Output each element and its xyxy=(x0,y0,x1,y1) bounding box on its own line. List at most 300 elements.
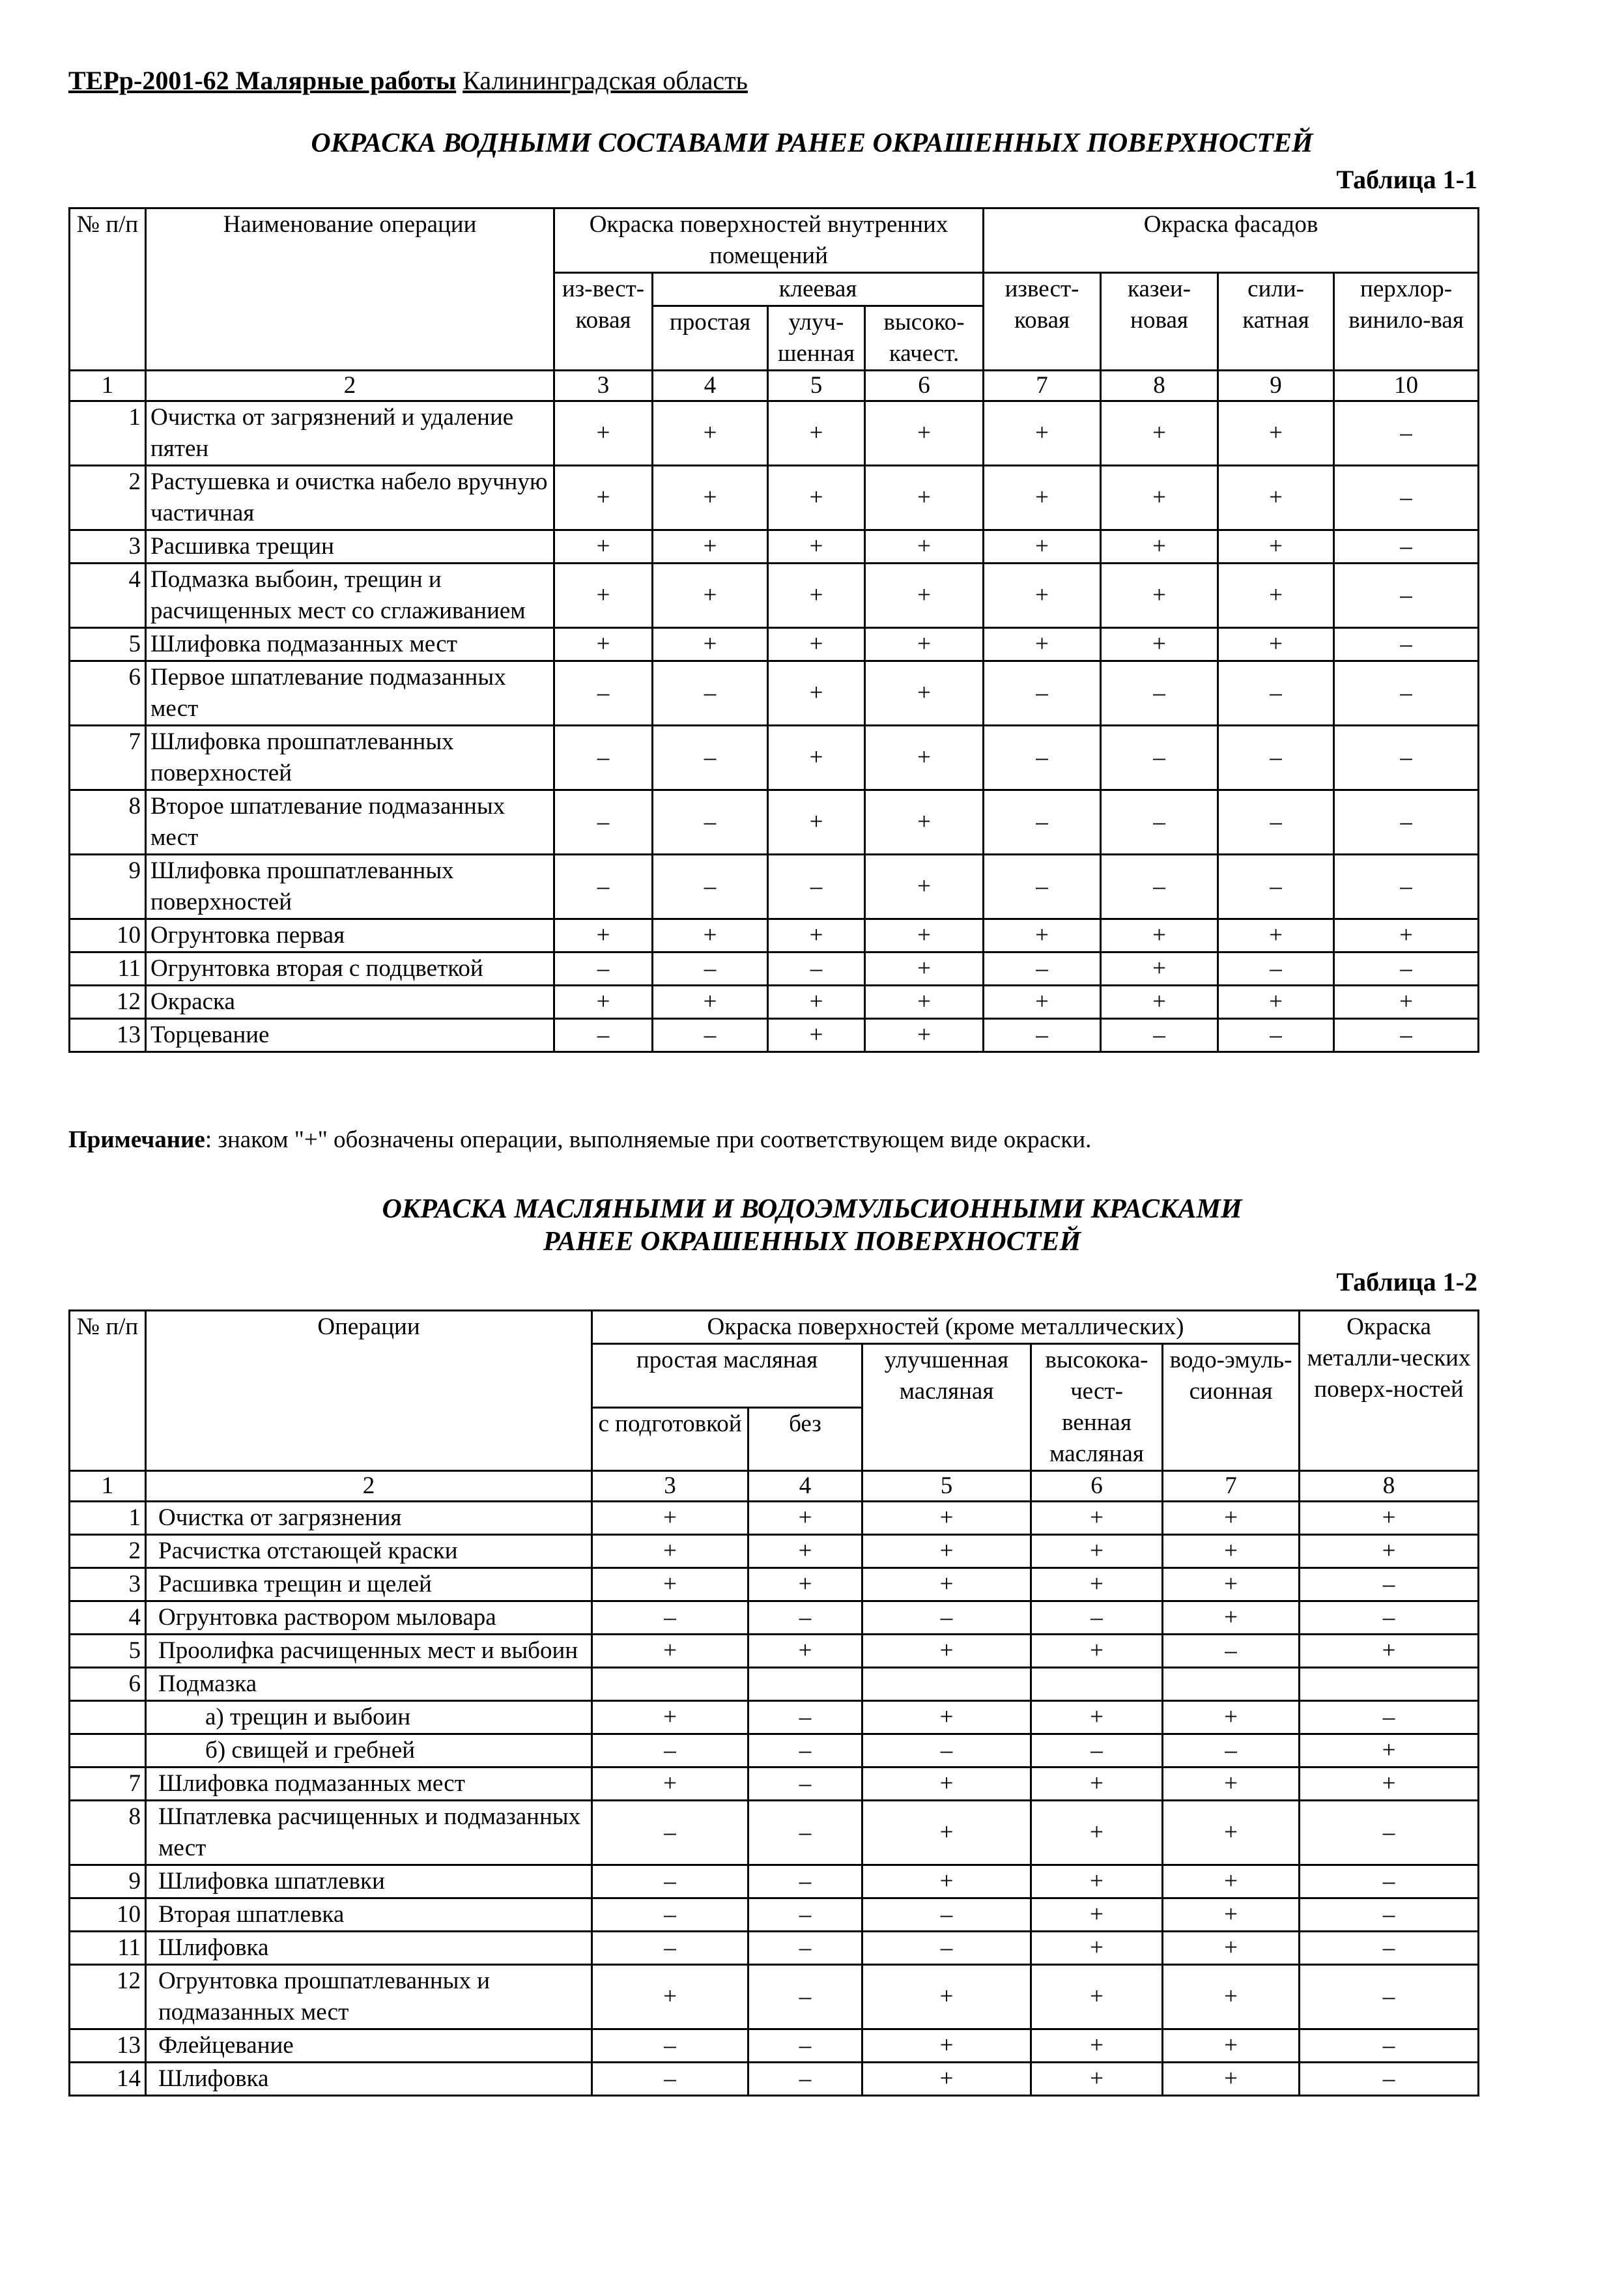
applicability-mark: + xyxy=(865,726,984,790)
applicability-mark: + xyxy=(984,401,1101,466)
column-number: 3 xyxy=(592,1471,748,1502)
operation-name: Флейцевание xyxy=(146,2029,592,2063)
applicability-mark xyxy=(862,1668,1031,1701)
header-num: № п/п xyxy=(70,208,146,371)
table-row xyxy=(70,1568,1479,1601)
t2-header-col4: без xyxy=(748,1407,862,1471)
applicability-mark: – xyxy=(1334,726,1479,790)
applicability-mark: + xyxy=(1101,986,1218,1019)
applicability-mark: – xyxy=(1300,1865,1479,1898)
operation-name: Торцевание xyxy=(146,1019,554,1052)
applicability-mark: + xyxy=(1101,628,1218,661)
applicability-mark: + xyxy=(748,1535,862,1568)
applicability-mark: + xyxy=(1101,530,1218,564)
table-row xyxy=(70,466,1479,530)
applicability-mark: – xyxy=(1300,1568,1479,1601)
row-number: 6 xyxy=(70,661,146,726)
table-row xyxy=(70,790,1479,855)
table-row xyxy=(70,1965,1479,2029)
row-number: 7 xyxy=(70,1768,146,1801)
applicability-mark: – xyxy=(592,1898,748,1932)
applicability-mark: + xyxy=(984,466,1101,530)
applicability-mark: – xyxy=(1163,1635,1300,1668)
applicability-mark: + xyxy=(768,726,865,790)
operation-name: Шлифовка шпатлевки xyxy=(146,1865,592,1898)
applicability-mark: – xyxy=(748,2063,862,2096)
applicability-mark: + xyxy=(1101,952,1218,986)
applicability-mark: + xyxy=(1031,1965,1163,2029)
applicability-mark: – xyxy=(1300,1801,1479,1865)
applicability-mark: – xyxy=(984,726,1101,790)
applicability-mark: + xyxy=(865,628,984,661)
operation-name: Окраска xyxy=(146,986,554,1019)
applicability-mark: – xyxy=(592,1601,748,1635)
row-number: 5 xyxy=(70,1635,146,1668)
applicability-mark: + xyxy=(984,919,1101,952)
applicability-mark: + xyxy=(554,628,653,661)
applicability-mark: + xyxy=(1163,1701,1300,1734)
applicability-mark: + xyxy=(1163,1932,1300,1965)
t2-header-surfaces-group: Окраска поверхностей (кроме металлических) xyxy=(592,1311,1300,1344)
applicability-mark: – xyxy=(1300,1965,1479,2029)
applicability-mark: – xyxy=(653,855,768,919)
applicability-mark: – xyxy=(592,1865,748,1898)
column-number: 7 xyxy=(1163,1471,1300,1502)
applicability-mark: + xyxy=(592,1502,748,1535)
header-col9: сили-катная xyxy=(1218,273,1334,371)
operation-name: Расчистка отстающей краски xyxy=(146,1535,592,1568)
applicability-mark: + xyxy=(1163,1865,1300,1898)
table-row xyxy=(70,1768,1479,1801)
table-row xyxy=(70,1898,1479,1932)
applicability-mark: – xyxy=(1101,855,1218,919)
applicability-mark: + xyxy=(1031,1898,1163,1932)
row-number: 7 xyxy=(70,726,146,790)
applicability-mark: + xyxy=(1163,1535,1300,1568)
section2-title-line1: ОКРАСКА МАСЛЯНЫМИ И ВОДОЭМУЛЬСИОННЫМИ КРАСКАМИ xyxy=(382,1194,1242,1224)
applicability-mark: – xyxy=(984,1019,1101,1052)
applicability-mark: – xyxy=(554,661,653,726)
operation-name: Второе шпатлевание подмазанных мест xyxy=(146,790,554,855)
applicability-mark: + xyxy=(1163,1601,1300,1635)
table-row xyxy=(70,1865,1479,1898)
applicability-mark: + xyxy=(768,628,865,661)
column-number: 9 xyxy=(1218,371,1334,401)
applicability-mark: – xyxy=(1300,1601,1479,1635)
applicability-mark: + xyxy=(862,2063,1031,2096)
applicability-mark: – xyxy=(1031,1601,1163,1635)
applicability-mark: – xyxy=(748,1734,862,1768)
column-number: 8 xyxy=(1300,1471,1479,1502)
applicability-mark: + xyxy=(862,1701,1031,1734)
t2-header-col6: высокока-чест-венная масляная xyxy=(1031,1344,1163,1471)
applicability-mark: + xyxy=(768,401,865,466)
applicability-mark: + xyxy=(865,1019,984,1052)
applicability-mark: – xyxy=(862,1601,1031,1635)
applicability-mark: + xyxy=(984,564,1101,628)
header-col7: извест-ковая xyxy=(984,273,1101,371)
applicability-mark: + xyxy=(653,986,768,1019)
applicability-mark: – xyxy=(1031,1734,1163,1768)
table-row xyxy=(70,1932,1479,1965)
applicability-mark: – xyxy=(554,952,653,986)
applicability-mark: – xyxy=(1163,1734,1300,1768)
row-number: 1 xyxy=(70,1502,146,1535)
applicability-mark: – xyxy=(1334,661,1479,726)
applicability-mark: + xyxy=(984,986,1101,1019)
operation-name: Очистка от загрязнений и удаление пятен xyxy=(146,401,554,466)
applicability-mark: + xyxy=(1334,986,1479,1019)
row-number: 14 xyxy=(70,2063,146,2096)
applicability-mark xyxy=(592,1668,748,1701)
applicability-mark: + xyxy=(1101,564,1218,628)
row-number xyxy=(70,1701,146,1734)
applicability-mark: + xyxy=(865,661,984,726)
applicability-mark: + xyxy=(592,1965,748,2029)
applicability-mark: + xyxy=(592,1535,748,1568)
applicability-mark: + xyxy=(1163,2029,1300,2063)
row-number: 1 xyxy=(70,401,146,466)
applicability-mark: – xyxy=(1101,790,1218,855)
header-operation-name: Наименование операции xyxy=(146,208,554,371)
t2-header-simple-oil: простая масляная xyxy=(592,1344,862,1408)
note-label: Примечание xyxy=(68,1126,205,1153)
applicability-mark: – xyxy=(554,790,653,855)
applicability-mark: + xyxy=(865,564,984,628)
applicability-mark: + xyxy=(862,1865,1031,1898)
applicability-mark: + xyxy=(862,1502,1031,1535)
table-row xyxy=(70,661,1479,726)
operation-name: Шлифовка прошпатлеванных поверхностей xyxy=(146,726,554,790)
applicability-mark: + xyxy=(1031,1502,1163,1535)
applicability-mark: – xyxy=(554,855,653,919)
applicability-mark: + xyxy=(653,530,768,564)
applicability-mark: + xyxy=(862,1801,1031,1865)
table-row xyxy=(70,1701,1479,1734)
table-row xyxy=(70,628,1479,661)
table-row xyxy=(70,1502,1479,1535)
applicability-mark: + xyxy=(653,401,768,466)
applicability-mark: – xyxy=(592,1932,748,1965)
operation-name: Шлифовка прошпатлеванных поверхностей xyxy=(146,855,554,919)
applicability-mark: + xyxy=(865,790,984,855)
applicability-mark: + xyxy=(1163,1898,1300,1932)
applicability-mark: + xyxy=(653,466,768,530)
column-numbers-row xyxy=(70,371,1479,401)
applicability-mark: – xyxy=(1334,401,1479,466)
applicability-mark: – xyxy=(862,1898,1031,1932)
operation-name: Первое шпатлевание подмазанных мест xyxy=(146,661,554,726)
operation-name: Расшивка трещин и щелей xyxy=(146,1568,592,1601)
table-row xyxy=(70,1601,1479,1635)
applicability-mark: + xyxy=(1300,1734,1479,1768)
table-row xyxy=(70,855,1479,919)
column-number: 4 xyxy=(748,1471,862,1502)
applicability-mark xyxy=(1163,1668,1300,1701)
applicability-mark: + xyxy=(1218,530,1334,564)
row-number: 9 xyxy=(70,855,146,919)
applicability-mark: + xyxy=(1163,1502,1300,1535)
table1-label: Таблица 1-1 xyxy=(1336,165,1477,194)
row-number: 3 xyxy=(70,1568,146,1601)
applicability-mark xyxy=(1300,1668,1479,1701)
row-number: 2 xyxy=(70,1535,146,1568)
row-number: 13 xyxy=(70,1019,146,1052)
row-number: 8 xyxy=(70,1801,146,1865)
row-number: 11 xyxy=(70,1932,146,1965)
t2-header-col3: с подготовкой xyxy=(592,1407,748,1471)
table1-note xyxy=(68,1126,1091,1154)
applicability-mark: + xyxy=(1101,401,1218,466)
applicability-mark: + xyxy=(768,564,865,628)
column-number: 4 xyxy=(653,371,768,401)
table-1-2 xyxy=(68,1310,1479,2097)
table-row xyxy=(70,986,1479,1019)
applicability-mark: + xyxy=(1300,1502,1479,1535)
applicability-mark: – xyxy=(653,726,768,790)
operation-name: Шлифовка xyxy=(146,2063,592,2096)
row-number: 10 xyxy=(70,1898,146,1932)
applicability-mark: – xyxy=(1101,726,1218,790)
table-row xyxy=(70,726,1479,790)
row-number: 5 xyxy=(70,628,146,661)
applicability-mark: – xyxy=(1334,952,1479,986)
column-number: 6 xyxy=(865,371,984,401)
table-row xyxy=(70,530,1479,564)
applicability-mark: + xyxy=(865,530,984,564)
operation-name: Огрунтовка вторая с подцветкой xyxy=(146,952,554,986)
applicability-mark: + xyxy=(1300,1768,1479,1801)
applicability-mark: – xyxy=(1334,466,1479,530)
applicability-mark: + xyxy=(653,628,768,661)
applicability-mark: – xyxy=(653,790,768,855)
applicability-mark: – xyxy=(748,1768,862,1801)
row-number xyxy=(70,1734,146,1768)
table-row xyxy=(70,1535,1479,1568)
applicability-mark: + xyxy=(554,401,653,466)
table-row xyxy=(70,1668,1479,1701)
applicability-mark: – xyxy=(1300,1898,1479,1932)
table-row xyxy=(70,919,1479,952)
applicability-mark: – xyxy=(1218,1019,1334,1052)
applicability-mark: + xyxy=(1031,1701,1163,1734)
operation-name: б) свищей и гребней xyxy=(146,1734,592,1768)
applicability-mark: + xyxy=(1031,1932,1163,1965)
applicability-mark: + xyxy=(748,1502,862,1535)
applicability-mark: – xyxy=(1334,1019,1479,1052)
applicability-mark: + xyxy=(1218,564,1334,628)
operation-name: Огрунтовка раствором мыловара xyxy=(146,1601,592,1635)
applicability-mark: + xyxy=(1163,1801,1300,1865)
applicability-mark: + xyxy=(768,530,865,564)
applicability-mark: + xyxy=(1218,466,1334,530)
applicability-mark: + xyxy=(1031,1535,1163,1568)
row-number: 13 xyxy=(70,2029,146,2063)
column-number: 8 xyxy=(1101,371,1218,401)
operation-name: Очистка от загрязнения xyxy=(146,1502,592,1535)
applicability-mark: – xyxy=(1334,855,1479,919)
applicability-mark: – xyxy=(592,2029,748,2063)
applicability-mark: – xyxy=(1334,564,1479,628)
applicability-mark: + xyxy=(592,1635,748,1668)
column-number: 1 xyxy=(70,371,146,401)
applicability-mark: – xyxy=(862,1932,1031,1965)
applicability-mark: – xyxy=(1218,726,1334,790)
applicability-mark: – xyxy=(1218,855,1334,919)
header-glue: клеевая xyxy=(653,273,984,306)
applicability-mark: + xyxy=(1031,1635,1163,1668)
applicability-mark: + xyxy=(748,1568,862,1601)
header-col8: казеи-новая xyxy=(1101,273,1218,371)
table-row xyxy=(70,1734,1479,1768)
applicability-mark: + xyxy=(1031,1568,1163,1601)
applicability-mark: + xyxy=(865,466,984,530)
operation-name: Огрунтовка первая xyxy=(146,919,554,952)
header-col4: простая xyxy=(653,306,768,371)
applicability-mark: + xyxy=(653,564,768,628)
row-number: 4 xyxy=(70,564,146,628)
column-number: 7 xyxy=(984,371,1101,401)
applicability-mark: + xyxy=(1031,1768,1163,1801)
row-number: 2 xyxy=(70,466,146,530)
applicability-mark: + xyxy=(768,919,865,952)
note-text: : знаком "+" обозначены операции, выполняемые при соответствующем виде окраски. xyxy=(205,1126,1092,1153)
applicability-mark: – xyxy=(653,952,768,986)
applicability-mark: – xyxy=(1218,661,1334,726)
column-number: 10 xyxy=(1334,371,1479,401)
operation-name: а) трещин и выбоин xyxy=(146,1701,592,1734)
applicability-mark: + xyxy=(862,1965,1031,2029)
row-number: 8 xyxy=(70,790,146,855)
column-number: 5 xyxy=(768,371,865,401)
applicability-mark: + xyxy=(768,1019,865,1052)
applicability-mark: + xyxy=(1300,1535,1479,1568)
applicability-mark: + xyxy=(1031,2029,1163,2063)
applicability-mark: + xyxy=(768,661,865,726)
applicability-mark: – xyxy=(1218,952,1334,986)
applicability-mark: – xyxy=(748,1701,862,1734)
operation-name: Вторая шпатлевка xyxy=(146,1898,592,1932)
applicability-mark: + xyxy=(1218,919,1334,952)
applicability-mark: + xyxy=(862,1635,1031,1668)
table-row xyxy=(70,1635,1479,1668)
applicability-mark: – xyxy=(748,2029,862,2063)
table-1-1 xyxy=(68,207,1479,1053)
applicability-mark: + xyxy=(592,1768,748,1801)
applicability-mark: – xyxy=(1300,1932,1479,1965)
applicability-mark: + xyxy=(865,855,984,919)
applicability-mark: + xyxy=(862,1768,1031,1801)
applicability-mark: + xyxy=(1163,1965,1300,2029)
applicability-mark: – xyxy=(554,726,653,790)
operation-name: Подмазка xyxy=(146,1668,592,1701)
header-code: ТЕРр-2001-62 Малярные работы xyxy=(68,66,457,95)
operation-name: Подмазка выбоин, трещин и расчищенных мест со сглаживанием xyxy=(146,564,554,628)
applicability-mark: + xyxy=(1163,1568,1300,1601)
table-row xyxy=(70,2063,1479,2096)
t2-header-operations: Операции xyxy=(146,1311,592,1471)
applicability-mark: + xyxy=(1163,2063,1300,2096)
column-number: 5 xyxy=(862,1471,1031,1502)
operation-name: Шпатлевка расчищенных и подмазанных мест xyxy=(146,1801,592,1865)
applicability-mark: + xyxy=(768,986,865,1019)
applicability-mark: + xyxy=(1334,919,1479,952)
applicability-mark: – xyxy=(1300,1701,1479,1734)
operation-name: Огрунтовка прошпатлеванных и подмазанных мест xyxy=(146,1965,592,2029)
header-facade-group: Окраска фасадов xyxy=(984,208,1479,273)
applicability-mark: + xyxy=(1218,401,1334,466)
column-number: 2 xyxy=(146,1471,592,1502)
applicability-mark: + xyxy=(865,401,984,466)
applicability-mark: – xyxy=(748,1601,862,1635)
table-row xyxy=(70,401,1479,466)
row-number: 12 xyxy=(70,986,146,1019)
operation-name: Проолифка расчищенных мест и выбоин xyxy=(146,1635,592,1668)
header-col10: перхлор-винило-вая xyxy=(1334,273,1479,371)
applicability-mark: – xyxy=(748,1932,862,1965)
applicability-mark: – xyxy=(748,1898,862,1932)
table-row xyxy=(70,1801,1479,1865)
applicability-mark: + xyxy=(592,1701,748,1734)
applicability-mark: + xyxy=(748,1635,862,1668)
applicability-mark: + xyxy=(1031,1801,1163,1865)
section1-title: ОКРАСКА ВОДНЫМИ СОСТАВАМИ РАНЕЕ ОКРАШЕННЫХ ПОВЕРХНОСТЕЙ xyxy=(311,128,1313,158)
row-number: 6 xyxy=(70,1668,146,1701)
applicability-mark: + xyxy=(1101,919,1218,952)
page-header xyxy=(68,65,748,96)
applicability-mark: + xyxy=(1163,1768,1300,1801)
row-number: 12 xyxy=(70,1965,146,2029)
applicability-mark: + xyxy=(554,986,653,1019)
applicability-mark: – xyxy=(984,855,1101,919)
table-row xyxy=(70,564,1479,628)
applicability-mark: – xyxy=(748,1965,862,2029)
column-number: 3 xyxy=(554,371,653,401)
t2-header-col8: Окраска металли-ческих поверх-ностей xyxy=(1300,1311,1479,1471)
row-number: 10 xyxy=(70,919,146,952)
operation-name: Расшивка трещин xyxy=(146,530,554,564)
applicability-mark: + xyxy=(653,919,768,952)
applicability-mark xyxy=(748,1668,862,1701)
header-col6: высоко-качест. xyxy=(865,306,984,371)
row-number: 3 xyxy=(70,530,146,564)
row-number: 9 xyxy=(70,1865,146,1898)
applicability-mark: + xyxy=(554,530,653,564)
applicability-mark: – xyxy=(1300,2063,1479,2096)
applicability-mark: + xyxy=(865,919,984,952)
applicability-mark: + xyxy=(862,2029,1031,2063)
table2-label: Таблица 1-2 xyxy=(1336,1267,1477,1296)
applicability-mark: + xyxy=(865,952,984,986)
applicability-mark: – xyxy=(653,1019,768,1052)
applicability-mark: – xyxy=(653,661,768,726)
applicability-mark: + xyxy=(554,919,653,952)
applicability-mark: + xyxy=(984,530,1101,564)
applicability-mark: – xyxy=(554,1019,653,1052)
applicability-mark: – xyxy=(592,2063,748,2096)
operation-name: Шлифовка xyxy=(146,1932,592,1965)
t2-header-col7: водо-эмуль-сионная xyxy=(1163,1344,1300,1471)
applicability-mark: – xyxy=(984,790,1101,855)
section2-title-line2: РАНЕЕ ОКРАШЕННЫХ ПОВЕРХНОСТЕЙ xyxy=(543,1227,1081,1257)
t2-header-num: № п/п xyxy=(70,1311,146,1471)
operation-name: Шлифовка подмазанных мест xyxy=(146,1768,592,1801)
applicability-mark: + xyxy=(1218,986,1334,1019)
row-number: 11 xyxy=(70,952,146,986)
applicability-mark: + xyxy=(862,1535,1031,1568)
applicability-mark: + xyxy=(554,564,653,628)
applicability-mark: – xyxy=(748,1865,862,1898)
